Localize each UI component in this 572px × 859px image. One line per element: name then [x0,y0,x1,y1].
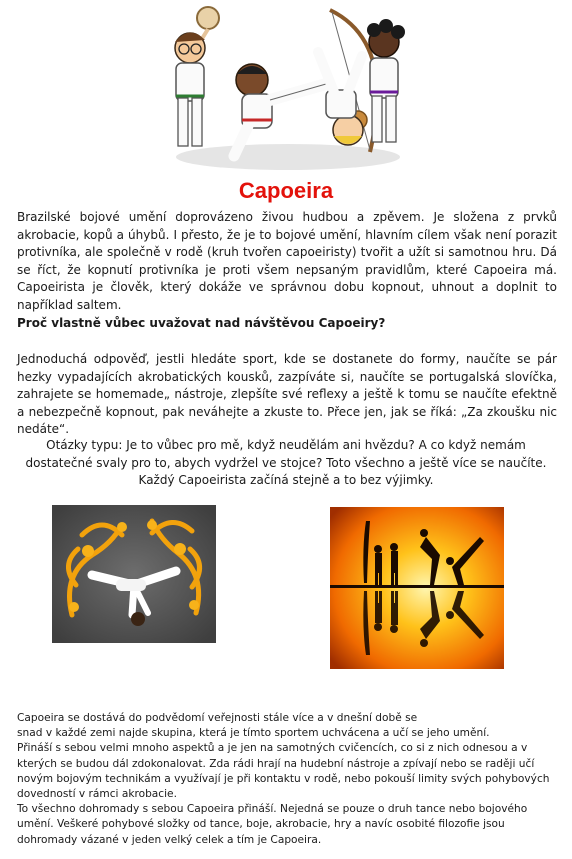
floral-capoeira-image [52,505,216,643]
intro-paragraph: Brazilské bojové umění doprovázeno živou hudbou a zpěvem. Je složena z prvků akrobacie, kopů a úhybů. I přesto, že je to bojové umění, hlavním cílem však není porazit protivníka, ale společně v rodě (kruh tvořen capoeiristy) tvořit a užít si samotnou hru. Dá se říct, že kopnutí protivníka je proti všem nepsaným pravidlům, které Capoeira má. Capoeirista je člověk, který dokáže ve správnou dobu kopnout, uhnout a doplnit to například saltem. [17,210,557,312]
closing-line: To všechno dohromady s sebou Capoeira přináší. Nejedná se pouze o druh tance nebo bojového [17,803,528,816]
closing-line: Capoeira se dostává do podvědomí veřejnosti stále více a v dnešní době se [17,712,418,724]
sunset-silhouettes-image [330,507,504,669]
closing-line: novým bojovým technikám a využívají je při kontaktu v rodě, nebo pokouší limity svých pohybových [17,772,550,785]
question-heading: Proč vlastně vůbec uvažovat nad návštěvou Capoeiry? [17,316,386,330]
closing-line: umění. Veškeré pohybové složky od tance, boje, akrobacie, hry a navíc osobité filozofie jsou [17,818,505,831]
closing-line: snad v každé zemi najde skupina, která je tímto sportem uchvácena a učí se jeho umění. [17,727,490,740]
closing-text-block [17,711,562,848]
closing-line: dohromady vázané v jeden velký celek a tím je Capoeira. [17,833,322,846]
closing-line: Přináší s sebou velmi mnoho aspektů a je jen na samotných cvičencích, co si z nich odnesou a v [17,742,528,755]
closing-line: dovedností v rámci akrobacie. [17,788,177,801]
closing-line: kterých se budou dál zdokonalovat. Zda rádi hrají na hudební nástroje a zpívají nebo se raději učí [17,757,535,770]
page-title: Capoeira [238,178,334,203]
answer-paragraph: Jednoduchá odpověď, jestli hledáte sport, kde se dostanete do formy, naučíte se pár hezky vypadajících akrobatických kousků, zazpíváte si, naučíte se portugalská slovíčka, zahrajete se homemade„ nástroje, zlepšíte své reflexy a ještě k tomu se naučíte efektně a nebezpečně kopnout, pak neváhejte a zkuste to. Přece jen, jak se říká: „Za zkoušku nic nedáte“. [17,352,557,436]
capoeira-cartoon-illustration [148,2,428,174]
centered-paragraph: Otázky typu: Je to vůbec pro mě, když neudělám ani hvězdu? A co když nemám dostatečné svaly pro to, abych vydržel ve stojce? Toto všechno a ještě více se naučíte. Každý Capoeirista začíná stejně a to bez výjimky. [25,438,547,487]
